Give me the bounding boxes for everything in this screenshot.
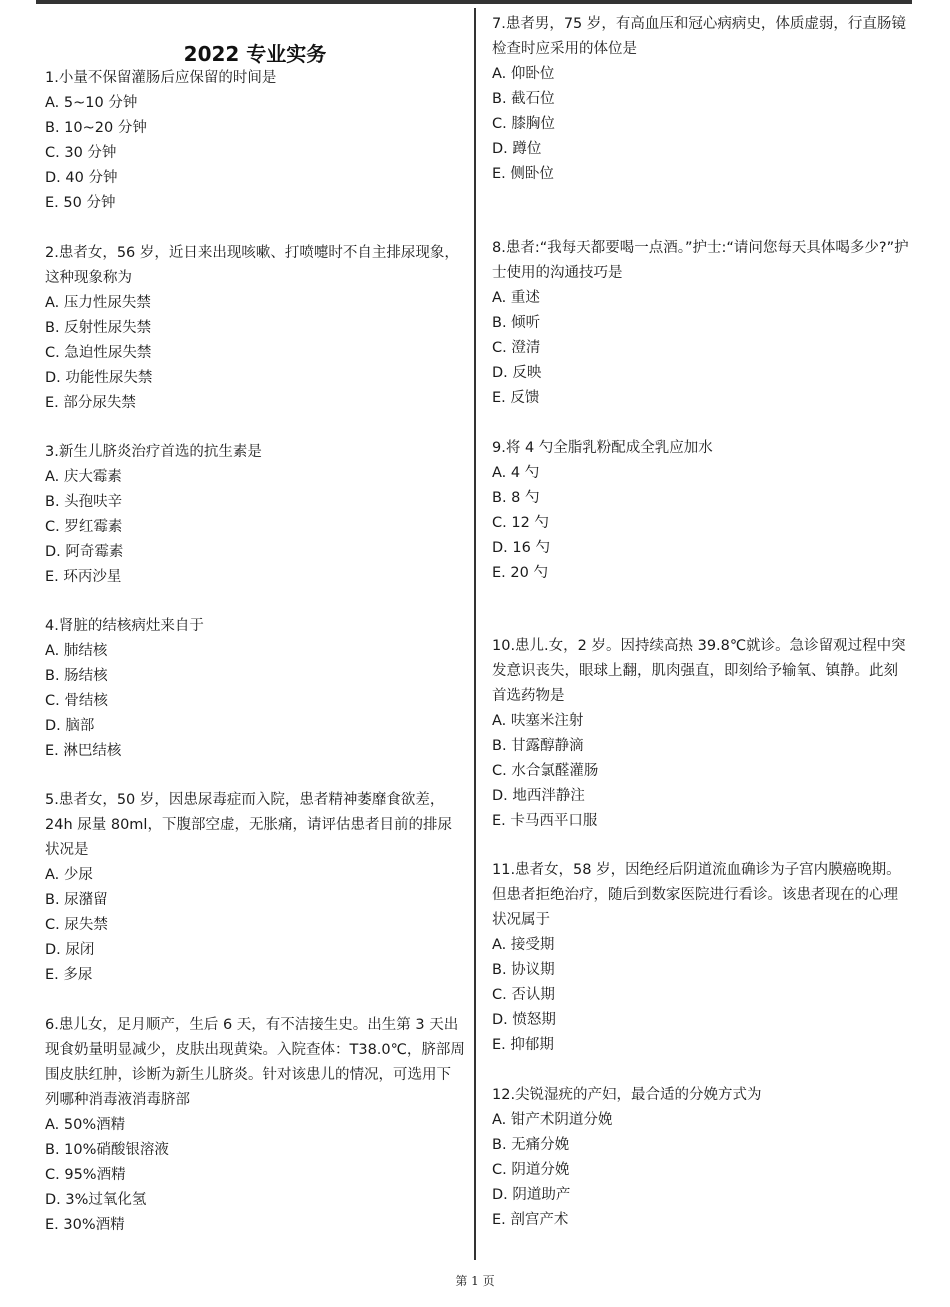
question-5 [45, 788, 465, 988]
option-c: C. 95%酒精 [45, 1167, 126, 1183]
option-d: D. 功能性尿失禁 [45, 370, 153, 386]
option-c: C. 澄清 [492, 340, 541, 356]
question-8 [492, 236, 912, 411]
option-b: B. 协议期 [492, 962, 555, 978]
option-d: D. 反映 [492, 365, 542, 381]
option-d: D. 3%过氧化氢 [45, 1192, 147, 1208]
option-d: D. 40 分钟 [45, 170, 118, 186]
question-stem: 7.患者男，75 岁，有高血压和冠心病病史，体质虚弱，行直肠镜检查时应采用的体位是 [492, 16, 906, 57]
option-c: C. 急迫性尿失禁 [45, 345, 152, 361]
option-c: C. 膝胸位 [492, 116, 555, 132]
option-b: B. 甘露醇静滴 [492, 738, 584, 754]
question-9 [492, 436, 912, 586]
option-c: C. 30 分钟 [45, 145, 117, 161]
option-d: D. 阿奇霉素 [45, 544, 124, 560]
option-b: B. 倾听 [492, 315, 541, 331]
option-e: E. 反馈 [492, 390, 540, 406]
option-b: B. 8 勺 [492, 490, 540, 506]
option-e: E. 30%酒精 [45, 1217, 125, 1233]
option-d: D. 阴道助产 [492, 1187, 571, 1203]
option-e: E. 50 分钟 [45, 195, 116, 211]
question-stem: 10.患儿.女，2 岁。因持续高热 39.8℃就诊。急诊留观过程中突发意识丧失，眼球上翻，肌肉强直，即刻给予输氧、镇静。此刻首选药物是 [492, 638, 906, 704]
question-stem: 4.肾脏的结核病灶来自于 [45, 618, 204, 634]
option-c: C. 否认期 [492, 987, 555, 1003]
question-stem: 8.患者:“我每天都要喝一点酒。”护士:“请问您每天具体喝多少?”护士使用的沟通技巧是 [492, 240, 909, 281]
option-d: D. 16 勺 [492, 540, 550, 556]
option-b: B. 尿潴留 [45, 892, 108, 908]
question-stem: 5.患者女，50 岁，因患尿毒症而入院，患者精神萎靡食欲差，24h 尿量 80ml，下腹部空虚，无胀痛，请评估患者目前的排尿状况是 [45, 792, 452, 858]
page-number: 第 1 页 [455, 1274, 495, 1288]
option-a: A. 呋塞米注射 [492, 713, 584, 729]
option-c: C. 12 勺 [492, 515, 549, 531]
option-d: D. 蹲位 [492, 141, 542, 157]
option-a: A. 50%酒精 [45, 1117, 126, 1133]
question-12 [492, 1083, 912, 1233]
question-3 [45, 440, 465, 590]
option-d: D. 愤怒期 [492, 1012, 556, 1028]
option-a: A. 少尿 [45, 867, 93, 883]
option-e: E. 剖宫产术 [492, 1212, 569, 1228]
option-e: E. 部分尿失禁 [45, 395, 136, 411]
option-e: E. 侧卧位 [492, 166, 554, 182]
question-2 [45, 241, 465, 416]
column-divider [474, 8, 476, 1260]
option-b: B. 反射性尿失禁 [45, 320, 152, 336]
option-a: A. 重述 [492, 290, 540, 306]
option-e: E. 淋巴结核 [45, 743, 122, 759]
option-a: A. 压力性尿失禁 [45, 295, 151, 311]
option-a: A. 仰卧位 [492, 66, 555, 82]
option-a: A. 4 勺 [492, 465, 540, 481]
option-e: E. 环丙沙星 [45, 569, 122, 585]
question-stem: 9.将 4 勺全脂乳粉配成全乳应加水 [492, 440, 713, 456]
option-b: B. 头孢呋辛 [45, 494, 123, 510]
question-1 [45, 66, 465, 216]
question-6 [45, 1013, 465, 1238]
question-stem: 6.患儿女，足月顺产，生后 6 天，有不洁接生史。出生第 3 天出现食奶量明显减少，皮肤出现黄染。入院查体：T38.0℃，脐部周围皮肤红肿，诊断为新生儿脐炎。针对该患儿的情况，可选用下列哪种消毒液消毒脐部 [45, 1017, 465, 1108]
question-11 [492, 858, 912, 1058]
option-a: A. 庆大霉素 [45, 469, 122, 485]
option-b: B. 无痛分娩 [492, 1137, 570, 1153]
option-b: B. 10~20 分钟 [45, 120, 147, 136]
question-10 [492, 634, 912, 834]
option-c: C. 罗红霉素 [45, 519, 123, 535]
option-e: E. 卡马西平口服 [492, 813, 598, 829]
option-d: D. 脑部 [45, 718, 95, 734]
option-c: C. 骨结核 [45, 693, 108, 709]
option-a: A. 5~10 分钟 [45, 95, 138, 111]
option-b: B. 10%硝酸银溶液 [45, 1142, 169, 1158]
option-d: D. 地西泮静注 [492, 788, 585, 804]
option-e: E. 抑郁期 [492, 1037, 554, 1053]
question-stem: 1.小量不保留灌肠后应保留的时间是 [45, 70, 277, 86]
top-rule [36, 0, 912, 4]
option-e: E. 20 勺 [492, 565, 548, 581]
option-a: A. 肺结核 [45, 643, 108, 659]
question-7 [492, 12, 912, 187]
option-b: B. 截石位 [492, 91, 555, 107]
option-c: C. 尿失禁 [45, 917, 108, 933]
question-stem: 2.患者女，56 岁，近日来出现咳嗽、打喷嚏时不自主排尿现象，这种现象称为 [45, 245, 459, 286]
question-stem: 12.尖锐湿疣的产妇，最合适的分娩方式为 [492, 1087, 762, 1103]
question-stem: 11.患者女，58 岁，因绝经后阴道流血确诊为子宫内膜癌晚期。但患者拒绝治疗，随后到数家医院进行看诊。该患者现在的心理状况属于 [492, 862, 901, 928]
option-e: E. 多尿 [45, 967, 93, 983]
option-a: A. 钳产术阴道分娩 [492, 1112, 613, 1128]
question-stem: 3.新生儿脐炎治疗首选的抗生素是 [45, 444, 262, 460]
option-a: A. 接受期 [492, 937, 555, 953]
option-c: C. 水合氯醛灌肠 [492, 763, 599, 779]
question-4 [45, 614, 465, 764]
page-title: 2022 专业实务 [183, 42, 327, 67]
option-c: C. 阴道分娩 [492, 1162, 570, 1178]
option-d: D. 尿闭 [45, 942, 95, 958]
option-b: B. 肠结核 [45, 668, 108, 684]
